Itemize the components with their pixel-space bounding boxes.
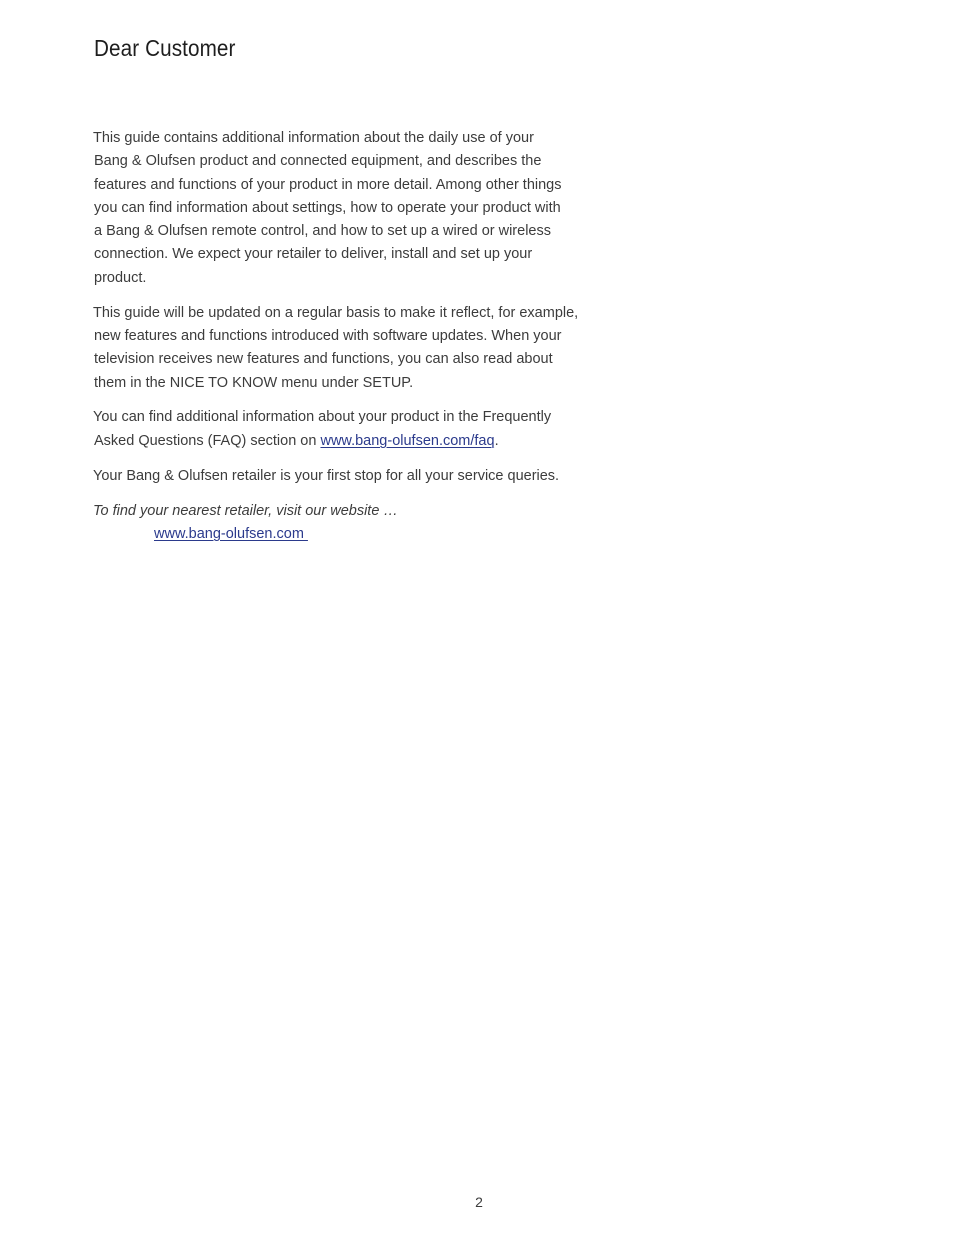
- paragraph-line: features and functions of your product in more detail. Among other things: [94, 176, 562, 193]
- main-content: [93, 127, 608, 558]
- paragraph-line: This guide contains additional information about the daily use of your: [93, 130, 534, 146]
- website-link-line: [93, 523, 608, 546]
- faq-prefix: Asked Questions (FAQ) section on: [94, 432, 321, 449]
- page-number: 2: [475, 1194, 483, 1210]
- paragraph-line: connection. We expect your retailer to deliver, install and set up your: [94, 246, 533, 263]
- page-title: Dear Customer: [94, 35, 236, 61]
- paragraph-line: Your Bang & Olufsen retailer is your first stop for all your service queries.: [93, 467, 560, 484]
- paragraph-line: [93, 430, 608, 453]
- intro-paragraph: [93, 127, 608, 290]
- faq-link[interactable]: www.bang-olufsen.com/faq: [320, 432, 495, 449]
- paragraph-line: you can find information about settings, how to operate your product with: [94, 199, 561, 216]
- paragraph-line: Bang & Olufsen product and connected equipment, and describes the: [94, 153, 542, 170]
- paragraph-line: them in the NICE TO KNOW menu under SETUP.: [94, 374, 414, 391]
- paragraph-line: product.: [94, 269, 147, 286]
- updates-paragraph: [93, 302, 608, 395]
- paragraph-line: new features and functions introduced with software updates. When your: [94, 327, 562, 344]
- faq-suffix: .: [494, 432, 499, 449]
- faq-paragraph: [93, 406, 608, 453]
- nearest-retailer-paragraph: [93, 500, 608, 547]
- paragraph-line: This guide will be updated on a regular basis to make it reflect, for example,: [93, 304, 579, 321]
- retailer-paragraph: [93, 465, 608, 488]
- paragraph-line: television receives new features and functions, you can also read about: [94, 351, 553, 368]
- paragraph-line: a Bang & Olufsen remote control, and how to set up a wired or wireless: [94, 223, 551, 240]
- paragraph-line: You can find additional information about your product in the Frequently: [93, 409, 552, 426]
- nearest-retailer-text: To find your nearest retailer, visit our website …: [93, 502, 398, 519]
- website-link[interactable]: www.bang-olufsen.com: [154, 525, 308, 542]
